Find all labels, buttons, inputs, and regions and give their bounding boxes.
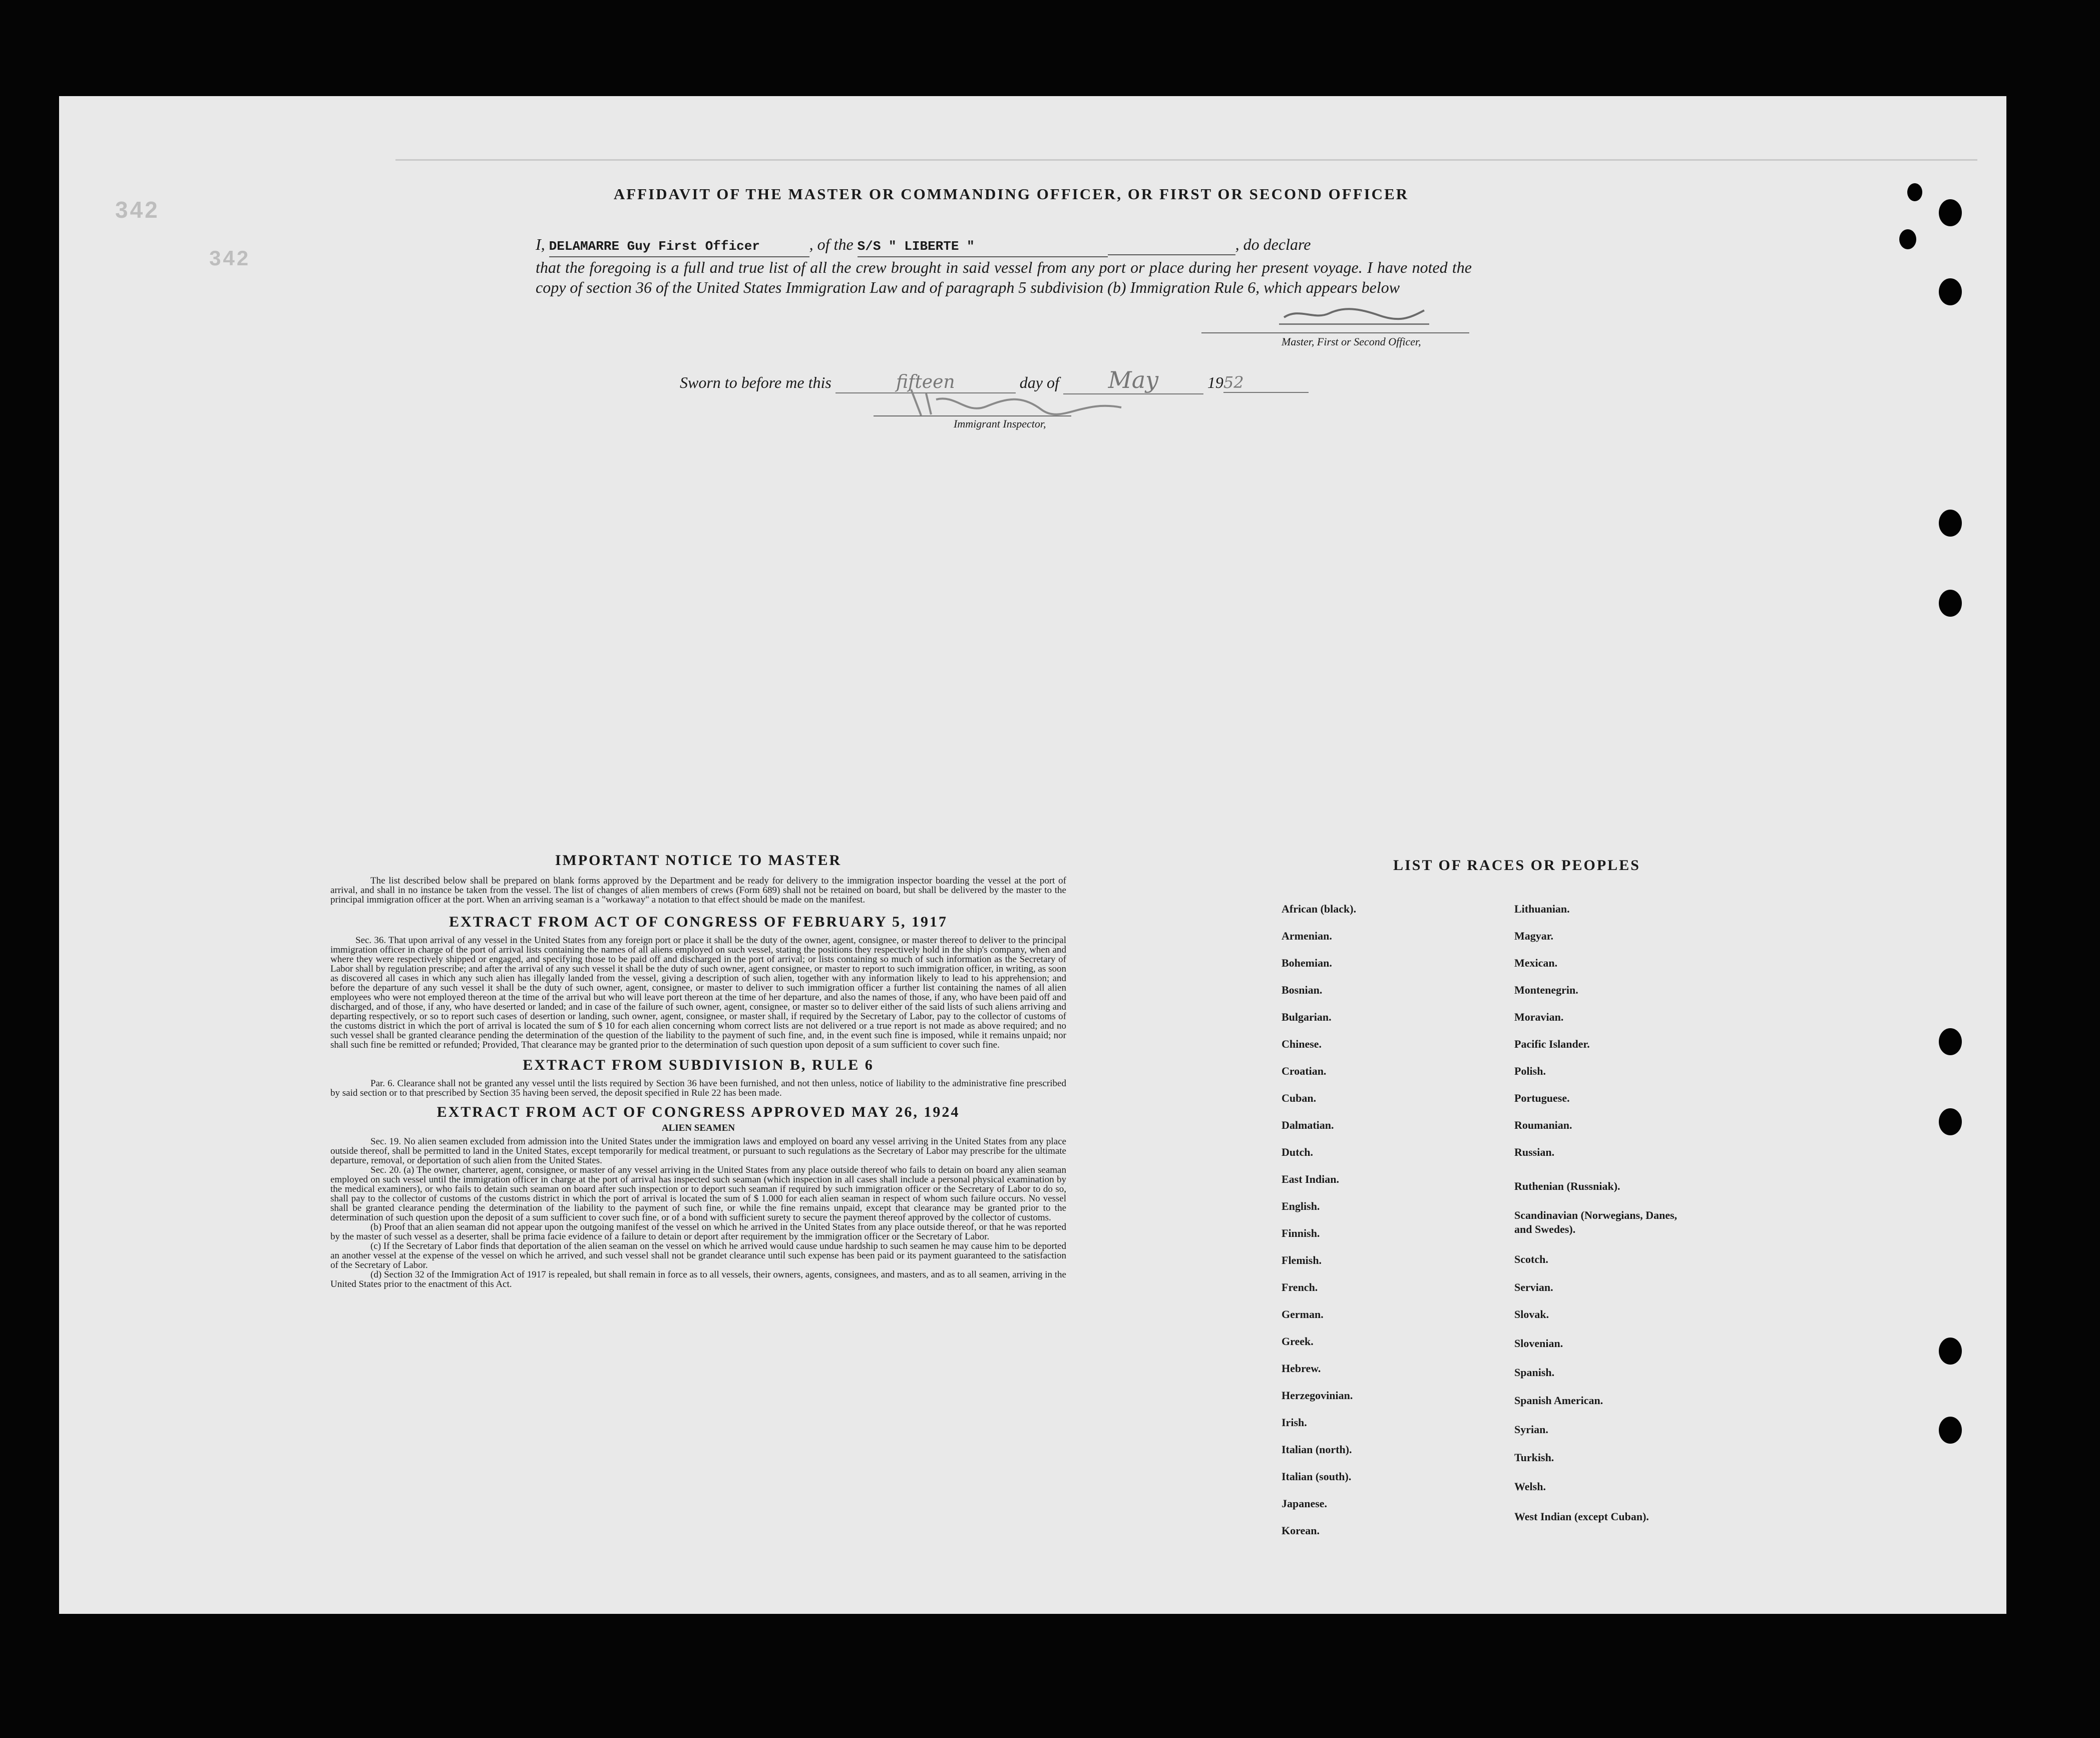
declaration-text: that the foregoing is a full and true list of all the crew brought in said vessel from any port or place during her present voyage. I have noted the copy of section 36 of the United States Immigration Law and of paragraph 5 subdivision (b) Immigration Rule 6, which appears below: [536, 258, 1472, 296]
race-left-item: Herzegovinian.: [1282, 1389, 1353, 1402]
inspector-signature-line: [874, 415, 1071, 416]
race-left-item: East Indian.: [1282, 1173, 1339, 1185]
race-left-item: Hebrew.: [1282, 1362, 1321, 1375]
race-right-item: Montenegrin.: [1514, 984, 1578, 996]
page-number-stamp-secondary: 342: [209, 246, 251, 270]
punch-hole: [1939, 1108, 1962, 1135]
punch-hole: [1939, 590, 1962, 617]
race-right-item: Spanish American.: [1514, 1394, 1603, 1407]
page-number-stamp: 342: [115, 197, 160, 223]
race-left-item: Bohemian.: [1282, 957, 1332, 969]
race-left-item: Korean.: [1282, 1524, 1320, 1537]
race-left-item: Chinese.: [1282, 1038, 1322, 1050]
punch-hole: [1939, 510, 1962, 537]
declaration-prefix: I,: [536, 235, 545, 253]
race-right-item: Syrian.: [1514, 1423, 1548, 1436]
extract-rule6-title: EXTRACT FROM SUBDIVISION B, RULE 6: [523, 1057, 874, 1073]
punch-hole: [1939, 1338, 1962, 1365]
race-right-item: Magyar.: [1514, 930, 1554, 942]
inspector-caption: Immigrant Inspector,: [954, 417, 1046, 430]
race-left-item: Japanese.: [1282, 1497, 1328, 1510]
sworn-year-suffix: 52: [1223, 373, 1309, 393]
race-left-item: Flemish.: [1282, 1254, 1322, 1266]
notice-column: [330, 852, 1066, 1289]
sec20a-text: Sec. 20. (a) The owner, charterer, agent, consignee, or master of any vessel arriving in the United States from any place outside thereof who fails to detain on board any alien seaman employed on such vessel until the immigration officer in charge at the port of arrival has inspected such seaman (which inspection in all cases shall include a personal physical examination by the medical examiners), or who fails to detain such seaman on board after such inspection or to deport such seaman if required by such immigration officer or the Secretary of Labor to do so, shall pay to the collector of customs of the customs district in which the port of arrival is located the sum of $ 1.000 for each alien seaman in respect of whom such failure occurs. No vessel shall be granted clearance pending the determination of the liability to the payment of such fine, or while the fine remains unpaid, except that clearance may be granted prior to the determination of such question upon the deposit of a sum sufficient to cover such fine, or of a bond with sufficient surety to secure the payment thereof approved by the collector of customs.: [330, 1165, 1066, 1223]
race-left-item: Greek.: [1282, 1335, 1314, 1348]
race-right-item: Russian.: [1514, 1146, 1555, 1158]
affidavit-title: AFFIDAVIT OF THE MASTER OR COMMANDING OFFICER, OR FIRST OR SECOND OFFICER: [613, 185, 1409, 203]
punch-hole: [1899, 229, 1916, 249]
race-left-item: Bulgarian.: [1282, 1011, 1332, 1023]
sec20b-text: (b) Proof that an alien seaman did not appear upon the outgoing manifest of the vessel on which he arrived in the United States from any place outside thereof, or that he was reported by the master of such vessel as a deserter, shall be prima facie evidence of a failure to detain or deport after requirement by the immigration officer or the Secretary of Labor.: [330, 1222, 1066, 1242]
punch-hole: [1939, 199, 1962, 226]
officer-signature: [1279, 303, 1429, 325]
race-right-item: Welsh.: [1514, 1480, 1546, 1493]
sec19-text: Sec. 19. No alien seamen excluded from admission into the United States under the immigration laws and employed on board any vessel arriving in the United States from any place outside thereof, shall be permitted to land in the United States, except temporarily for medical treatment, or pursuant to such regulations as the Secretary of Labor may prescribe for the ultimate departure, removal, or deportation of such alien from the United States.: [330, 1136, 1066, 1166]
race-left-item: Cuban.: [1282, 1092, 1317, 1104]
inspector-signature-stroke-icon: [901, 384, 1131, 419]
race-right-item: Slovak.: [1514, 1308, 1549, 1321]
race-right-item: Slovenian.: [1514, 1337, 1563, 1350]
race-right-item: Spanish.: [1514, 1366, 1555, 1379]
inspector-signature: [901, 384, 1131, 419]
sec20d-text: (d) Section 32 of the Immigration Act of 1917 is repealed, but shall remain in force as to all vessels, their owners, agents, consignees, and masters, and as to all seamen, arriving in the United States prior to the enactment of this Act.: [330, 1269, 1066, 1289]
sworn-day: fifteen: [835, 372, 1016, 393]
sworn-month: May: [1063, 366, 1203, 394]
race-left-item: Croatian.: [1282, 1065, 1327, 1077]
sworn-prefix: Sworn to before me this: [680, 373, 831, 391]
race-right-item: Scandinavian (Norwegians, Danes, and Swedes).: [1514, 1209, 1677, 1235]
punch-hole: [1907, 183, 1922, 201]
race-left-item: French.: [1282, 1281, 1318, 1293]
extract-rule6-text: Par. 6. Clearance shall not be granted any vessel until the lists required by Section 36 have been furnished, and not then unless, notice of liability to the administrative fine prescribed by said section or to that prescribed by Section 35 having been served, the deposit specified in Rule 22 has been made.: [330, 1078, 1066, 1098]
notice-title: IMPORTANT NOTICE TO MASTER: [555, 852, 842, 868]
extract-1917-text: Sec. 36. That upon arrival of any vessel in the United States from any foreign port or place it shall be the duty of the owner, agent, consignee, or master thereof to deliver to the principal immigration officer in charge of the port of arrival lists containing the names of all aliens employed on such vessel, stating the positions they respectively hold in the ship's company, when and where they were respectively shipped or engaged, and specifying those to be paid off and discharged in the port of arrival; or lists containing so much of such information as the Secretary of Labor shall by regulation prescribe; and after the arrival of any such vessel it shall be the duty of such owner, agent consignee, or master to report to such immigration officer, in writing, as soon as discovered all cases in which any such alien has illegally landed from the vessel, giving a description of such alien, together with any information likely to lead to his apprehension; and before the departure of any such vessel it shall be the duty of such owner, agent, consignee, or master to deliver to such immigration officer a further list containing the names of all alien employees who were not employed thereon at the time of the arrival but who will leave port thereon at the time of her departure, and also the names of those, if any, who have been paid off and discharged, and of those, if any, who have deserted or landed; and in case of the failure of such owner, agent, consignee, or master so to deliver either of the said lists of such aliens arriving and departing respectively, or so to report such cases of desertion or landing, such owner, agent, consignee, or master shall, if required by the Secretary of Labor, pay to the collector of customs of the customs district in which the port of arrival is located the sum of $ 10 for each alien concerning whom correct lists are not delivered or a true report is not made as above required; and no such vessel shall be granted clearance pending the determination of the question of the liability to the payment of such fine, and, in the event such fine is imposed, while it remains unpaid; nor shall such fine be remitted or refunded; Provided, That clearance may be granted prior to the determination of such question upon deposit of a sum sufficient to cover such fine.: [330, 935, 1066, 1050]
race-right-item: Mexican.: [1514, 957, 1558, 969]
extract-1924-subtitle: ALIEN SEAMEN: [661, 1123, 735, 1133]
race-right-item: Moravian.: [1514, 1011, 1564, 1023]
race-right-item: Ruthenian (Russniak).: [1514, 1180, 1620, 1192]
sworn-year-prefix: 19: [1207, 373, 1223, 391]
bleed-through-rule: [395, 159, 1977, 161]
race-left-item: German.: [1282, 1308, 1324, 1321]
race-right-item: Roumanian.: [1514, 1119, 1572, 1131]
affidavit-declaration: [536, 234, 1472, 297]
officer-caption: Master, First or Second Officer,: [1282, 335, 1421, 348]
race-right-item: Turkish.: [1514, 1451, 1554, 1464]
race-left-item: African (black).: [1282, 903, 1357, 915]
race-left-item: Irish.: [1282, 1416, 1307, 1429]
race-left-item: Finnish.: [1282, 1227, 1320, 1239]
punch-hole: [1939, 1417, 1962, 1444]
signature-stroke-icon: [1279, 303, 1429, 323]
punch-hole: [1939, 1028, 1962, 1055]
extract-1924-title: EXTRACT FROM ACT OF CONGRESS APPROVED MAY 26, 1924: [437, 1104, 960, 1120]
race-right-item: West Indian (except Cuban).: [1514, 1510, 1649, 1523]
notice-text: The list described below shall be prepared on blank forms approved by the Department and be ready for delivery to the immigration inspector boarding the vessel at the port of arrival, and shall in no instance be taken from the vessel. The list of changes of alien members of crews (Form 689) shall not be retained on board, but shall be delivered by the master to the principal immigration officer at the port. When an arriving seaman is a "workaway" a notation to that effect should be made on the manifest.: [330, 876, 1066, 905]
race-right-item: Lithuanian.: [1514, 903, 1570, 915]
race-right-item: Polish.: [1514, 1065, 1546, 1077]
vessel-blank: [1108, 234, 1235, 255]
punch-hole: [1939, 278, 1962, 305]
vessel-name: S/S " LIBERTE ": [858, 236, 1108, 257]
declaration-suffix: , do declare: [1235, 235, 1311, 253]
extract-1917-title: EXTRACT FROM ACT OF CONGRESS OF FEBRUARY 5, 1917: [449, 914, 948, 930]
officer-signature-line: [1201, 332, 1469, 333]
race-left-item: Dutch.: [1282, 1146, 1313, 1158]
race-right-item: Pacific Islander.: [1514, 1038, 1590, 1050]
race-left-item: Bosnian.: [1282, 984, 1323, 996]
race-left-item: Italian (north).: [1282, 1443, 1352, 1456]
race-right-item: Servian.: [1514, 1281, 1553, 1293]
race-left-item: Armenian.: [1282, 930, 1332, 942]
declaration-of-the: , of the: [809, 235, 854, 253]
races-title: LIST OF RACES OR PEOPLES: [1393, 857, 1640, 874]
sec20c-text: (c) If the Secretary of Labor finds that deportation of the alien seaman on the vessel on which he arrived would cause undue hardship to such seamen he may cause him to be deported an another vessel at the expense of the vessel on which he arrived, and such vessel shall not be grandet clearance until such expense has been paid or its payment guaranteed to the satisfaction of the Secretary of Labor.: [330, 1241, 1066, 1270]
race-left-item: English.: [1282, 1200, 1320, 1212]
race-right-item: Scotch.: [1514, 1253, 1548, 1265]
sworn-day-of: day of: [1019, 373, 1059, 391]
race-left-item: Dalmatian.: [1282, 1119, 1334, 1131]
officer-name: DELAMARRE Guy First Officer: [549, 236, 809, 257]
race-left-item: Italian (south).: [1282, 1470, 1352, 1483]
race-right-item: Portuguese.: [1514, 1092, 1570, 1104]
